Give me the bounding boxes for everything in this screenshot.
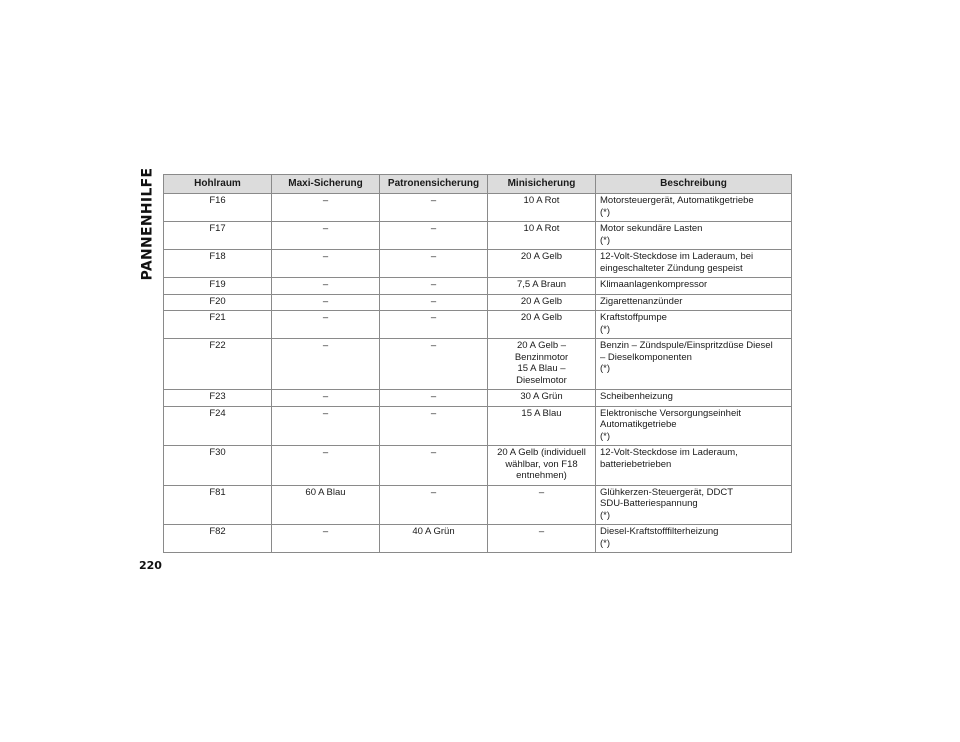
cell-cartridge-fuse-line: – bbox=[430, 447, 437, 458]
cell-mini-fuse-line: 20 A Gelb – bbox=[516, 340, 567, 351]
cell-mini-fuse-line: 20 A Gelb bbox=[520, 312, 563, 323]
cell-mini-fuse-line: 7,5 A Braun bbox=[516, 279, 567, 290]
cell-cavity-line: F82 bbox=[209, 526, 226, 537]
cell-mini-fuse-line: 20 A Gelb bbox=[520, 251, 563, 262]
cell-description-line: Kraftstoffpumpe bbox=[600, 312, 667, 323]
table-row bbox=[164, 485, 792, 525]
cell-cavity bbox=[164, 525, 272, 553]
cell-description-line: Motorsteuergerät, Automatikgetriebe bbox=[600, 195, 754, 206]
cell-cavity-line: F24 bbox=[209, 407, 226, 419]
cell-mini-fuse-line: 10 A Rot bbox=[523, 223, 560, 234]
cell-mini-fuse-line: wählbar, von F18 bbox=[505, 458, 578, 470]
cell-description-line: SDU-Batteriespannung bbox=[600, 498, 698, 509]
cell-description-line: batteriebetrieben bbox=[600, 458, 672, 470]
cell-cavity bbox=[164, 294, 272, 311]
cell-maxi-fuse-line: – bbox=[322, 407, 329, 419]
cell-cavity bbox=[164, 250, 272, 278]
cell-cavity-line: F16 bbox=[209, 195, 226, 206]
cell-description-line: Benzin – Zündspule/Einspritzdüse Diesel bbox=[600, 340, 773, 351]
cell-mini-fuse-line: 20 A Gelb (individuell bbox=[497, 447, 586, 458]
header-cartridge-fuse: Patronensicherung bbox=[380, 175, 488, 194]
cell-cartridge-fuse-line: – bbox=[430, 312, 437, 323]
cell-description bbox=[596, 311, 792, 339]
cell-mini-fuse bbox=[488, 194, 596, 222]
cell-description-line: Diesel-Kraftstofffilterheizung bbox=[600, 526, 719, 537]
cell-mini-fuse bbox=[488, 294, 596, 311]
table-row bbox=[164, 525, 792, 553]
cell-cartridge-fuse-line: – bbox=[430, 486, 437, 498]
fuse-table bbox=[163, 174, 792, 553]
cell-cartridge-fuse-line: – bbox=[430, 279, 437, 290]
table-row bbox=[164, 446, 792, 486]
cell-maxi-fuse bbox=[272, 446, 380, 486]
cell-cavity bbox=[164, 339, 272, 390]
cell-cavity bbox=[164, 446, 272, 486]
table-body bbox=[164, 194, 792, 553]
cell-cavity bbox=[164, 222, 272, 250]
cell-cavity bbox=[164, 390, 272, 407]
cell-mini-fuse bbox=[488, 339, 596, 390]
table-row bbox=[164, 390, 792, 407]
cell-maxi-fuse bbox=[272, 311, 380, 339]
cell-maxi-fuse-line: – bbox=[322, 447, 329, 458]
cell-maxi-fuse-line: – bbox=[322, 340, 329, 351]
cell-maxi-fuse-line: – bbox=[322, 295, 329, 307]
header-row bbox=[164, 175, 792, 194]
cell-description bbox=[596, 525, 792, 553]
cell-maxi-fuse-line: – bbox=[322, 279, 329, 290]
cell-description-line: eingeschalteter Zündung gespeist bbox=[600, 262, 743, 274]
cell-maxi-fuse bbox=[272, 194, 380, 222]
cell-cartridge-fuse-line: – bbox=[430, 223, 437, 234]
cell-description bbox=[596, 278, 792, 295]
cell-maxi-fuse bbox=[272, 485, 380, 525]
cell-cartridge-fuse bbox=[380, 485, 488, 525]
cell-cartridge-fuse-line: – bbox=[430, 340, 437, 351]
cell-cartridge-fuse-line: – bbox=[430, 295, 437, 307]
cell-cavity-line: F20 bbox=[209, 295, 226, 307]
cell-mini-fuse bbox=[488, 406, 596, 446]
cell-description bbox=[596, 194, 792, 222]
cell-description-line: Scheibenheizung bbox=[600, 391, 673, 402]
table-row bbox=[164, 250, 792, 278]
cell-cavity-line: F19 bbox=[209, 279, 226, 290]
cell-description-line: (*) bbox=[600, 537, 611, 549]
cell-description-line: Klimaanlagenkompressor bbox=[600, 279, 708, 290]
cell-cavity bbox=[164, 485, 272, 525]
header-description: Beschreibung bbox=[596, 175, 792, 194]
cell-mini-fuse bbox=[488, 390, 596, 407]
cell-maxi-fuse bbox=[272, 390, 380, 407]
cell-cavity-line: F18 bbox=[209, 251, 226, 262]
cell-mini-fuse bbox=[488, 485, 596, 525]
table-row bbox=[164, 294, 792, 311]
cell-maxi-fuse-line: – bbox=[322, 251, 329, 262]
cell-mini-fuse-line: 15 A Blau bbox=[521, 407, 562, 419]
cell-mini-fuse bbox=[488, 446, 596, 486]
cell-cartridge-fuse bbox=[380, 278, 488, 295]
cell-maxi-fuse bbox=[272, 294, 380, 311]
cell-cartridge-fuse bbox=[380, 311, 488, 339]
cell-description-line: Elektronische Versorgungseinheit bbox=[600, 407, 742, 419]
cell-cartridge-fuse bbox=[380, 294, 488, 311]
cell-mini-fuse bbox=[488, 525, 596, 553]
cell-mini-fuse-line: 10 A Rot bbox=[523, 195, 560, 206]
cell-description bbox=[596, 390, 792, 407]
cell-maxi-fuse-line: – bbox=[322, 195, 329, 206]
cell-description-line: Zigarettenanzünder bbox=[600, 295, 683, 307]
cell-maxi-fuse bbox=[272, 406, 380, 446]
cell-cavity-line: F23 bbox=[209, 391, 226, 402]
cell-cavity-line: F21 bbox=[209, 312, 226, 323]
cell-description bbox=[596, 250, 792, 278]
cell-mini-fuse-line: 15 A Blau – bbox=[517, 363, 566, 374]
cell-mini-fuse bbox=[488, 250, 596, 278]
cell-maxi-fuse bbox=[272, 250, 380, 278]
table-row bbox=[164, 406, 792, 446]
cell-mini-fuse-line: Benzinmotor bbox=[514, 351, 569, 363]
cell-cavity bbox=[164, 406, 272, 446]
cell-mini-fuse-line: Dieselmotor bbox=[516, 374, 567, 386]
cell-cartridge-fuse bbox=[380, 339, 488, 390]
cell-maxi-fuse-line: – bbox=[322, 223, 329, 234]
cell-cartridge-fuse bbox=[380, 525, 488, 553]
header-mini-fuse: Minisicherung bbox=[488, 175, 596, 194]
cell-description-line: (*) bbox=[600, 430, 611, 442]
cell-cavity-line: F81 bbox=[209, 486, 226, 498]
cell-description-line: Automatikgetriebe bbox=[600, 419, 677, 430]
cell-maxi-fuse bbox=[272, 278, 380, 295]
cell-cavity-line: F17 bbox=[209, 223, 226, 234]
cell-cartridge-fuse bbox=[380, 222, 488, 250]
table-row bbox=[164, 194, 792, 222]
page-number: 220 bbox=[139, 559, 162, 572]
table-row bbox=[164, 222, 792, 250]
cell-maxi-fuse-line: – bbox=[322, 391, 329, 402]
cell-cartridge-fuse-line: – bbox=[430, 407, 437, 419]
cell-description bbox=[596, 485, 792, 525]
cell-cartridge-fuse bbox=[380, 446, 488, 486]
cell-cartridge-fuse bbox=[380, 406, 488, 446]
cell-mini-fuse bbox=[488, 278, 596, 295]
cell-cavity bbox=[164, 278, 272, 295]
cell-description-line: (*) bbox=[600, 206, 611, 218]
table-header bbox=[164, 175, 792, 194]
cell-maxi-fuse-line: – bbox=[322, 312, 329, 323]
cell-cartridge-fuse-line: 40 A Grün bbox=[412, 526, 455, 537]
cell-description-line: Motor sekundäre Lasten bbox=[600, 223, 703, 234]
cell-mini-fuse-line: 20 A Gelb bbox=[520, 295, 563, 307]
cell-maxi-fuse bbox=[272, 222, 380, 250]
cell-cavity-line: F30 bbox=[209, 447, 226, 458]
cell-description bbox=[596, 406, 792, 446]
cell-cartridge-fuse bbox=[380, 194, 488, 222]
cell-mini-fuse-line: entnehmen) bbox=[516, 470, 567, 481]
cell-description-line: 12-Volt-Steckdose im Laderaum, bbox=[600, 447, 738, 458]
header-cavity: Hohlraum bbox=[164, 175, 272, 194]
cell-cavity bbox=[164, 311, 272, 339]
cell-description-line: (*) bbox=[600, 509, 611, 521]
cell-cartridge-fuse-line: – bbox=[430, 391, 437, 402]
cell-description-line: (*) bbox=[600, 323, 611, 335]
header-maxi-fuse: Maxi-Sicherung bbox=[272, 175, 380, 194]
cell-mini-fuse bbox=[488, 222, 596, 250]
cell-description-line: (*) bbox=[600, 363, 611, 374]
cell-maxi-fuse bbox=[272, 525, 380, 553]
cell-cavity-line: F22 bbox=[209, 340, 226, 351]
cell-maxi-fuse-line: 60 A Blau bbox=[305, 486, 346, 498]
cell-cartridge-fuse-line: – bbox=[430, 251, 437, 262]
cell-mini-fuse-line: – bbox=[538, 526, 545, 537]
cell-cartridge-fuse bbox=[380, 250, 488, 278]
cell-description bbox=[596, 339, 792, 390]
table-row bbox=[164, 311, 792, 339]
section-title: PANNENHILFE bbox=[139, 167, 155, 281]
cell-cavity bbox=[164, 194, 272, 222]
cell-mini-fuse-line: – bbox=[538, 486, 545, 498]
cell-description bbox=[596, 222, 792, 250]
cell-description bbox=[596, 294, 792, 311]
cell-mini-fuse bbox=[488, 311, 596, 339]
cell-description bbox=[596, 446, 792, 486]
cell-cartridge-fuse bbox=[380, 390, 488, 407]
table-row bbox=[164, 278, 792, 295]
cell-maxi-fuse bbox=[272, 339, 380, 390]
cell-description-line: 12-Volt-Steckdose im Laderaum, bei bbox=[600, 251, 754, 262]
cell-cartridge-fuse-line: – bbox=[430, 195, 437, 206]
cell-mini-fuse-line: 30 A Grün bbox=[520, 391, 563, 402]
table-row bbox=[164, 339, 792, 390]
cell-description-line: – Dieselkomponenten bbox=[600, 351, 692, 363]
cell-maxi-fuse-line: – bbox=[322, 526, 329, 537]
cell-description-line: (*) bbox=[600, 234, 611, 246]
cell-description-line: Glühkerzen-Steuergerät, DDCT bbox=[600, 486, 734, 498]
